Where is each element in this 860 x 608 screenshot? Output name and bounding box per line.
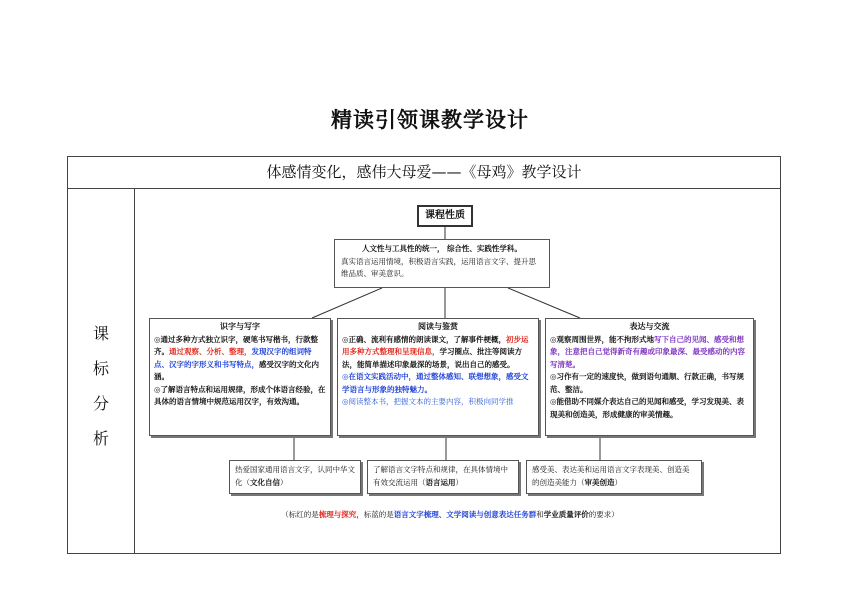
lesson-subtitle: 体感情变化，感伟大母爱——《母鸡》教学设计 bbox=[68, 157, 780, 189]
document-title: 精读引领课教学设计 bbox=[331, 108, 529, 132]
competency-aesthetic: 感受美、表达美和运用语言文字表现美、创造美的创造美能力（审美创造） bbox=[526, 460, 702, 494]
connector-left bbox=[312, 288, 382, 318]
label-char: 标 bbox=[92, 359, 109, 378]
highlight-blue: 发现汉字的组词特点、汉字的字形义和书写特点， bbox=[154, 347, 312, 369]
core-nature-desc: 真实语言运用情境，积极语言实践，运用语言文字、提升思维品质、审美意识。 bbox=[341, 256, 536, 278]
core-nature-box bbox=[334, 239, 550, 288]
highlight-purple: 写下自己的见闻、感受和想象，注意把自己觉得新奇有趣或印象最深、最受感动的内容写清楚。 bbox=[550, 334, 745, 369]
highlight-red: 初步运用多种方式整理和呈现信息， bbox=[342, 334, 529, 356]
branch-literacy: 识字与写字 ◎通过多种方式独立识字，硬笔书写楷书，行款整齐。通过观察、分析、整理，发现汉字的组词特点、汉字的字形义和书写特点，感受汉字的文化内涵。 ◎了解语言特点和运用规律，形成个体语言经验，在具体的语言情境中规范运用汉字，有效沟通。 bbox=[149, 318, 331, 436]
core-nature-b: 综合性、实践性学科。 bbox=[446, 244, 522, 253]
branch-expression: 表达与交流 ◎观察周围世界，能不拘形式地写下自己的见闻、感受和想象，注意把自己觉得新奇有趣或印象最深、最受感动的内容写清楚。 ◎习作有一定的速度快，做到语句通顺、行款正确，书写规范、整洁。 ◎能借助不同媒介表达自己的见闻和感受，学习发现美、表现美和创造美，形成健康的审美情趣。 bbox=[545, 318, 754, 436]
branch-title: 阅读与鉴赏 bbox=[418, 322, 458, 331]
branch-reading: 阅读与鉴赏 ◎正确、流利有感情的朗读课文，了解事件梗概，初步运用多种方式整理和呈现信息，学习圈点、批注等阅读方法，能简单描述印象最深的场景，说出自己的感受。 ◎在语文实践活动中，通过整体感知、联想想象，感受文学语言与形象的独特魅力。 ◎阅读整本书，把握文本的主要内容，积极向同学推 bbox=[337, 318, 539, 436]
label-char: 课 bbox=[92, 324, 109, 343]
connector-right bbox=[508, 288, 580, 318]
highlight-red: 通过观察、分析、整理， bbox=[169, 347, 252, 356]
branch-title: 识字与写字 bbox=[220, 322, 260, 331]
highlight-blue: ◎在语文实践活动中，通过整体感知、联想想象，感受文学语言与形象的独特魅力。 bbox=[342, 372, 529, 394]
label-char: 分 bbox=[92, 394, 109, 413]
competency-culture: 热爱国家通用语言文字，认同中华文化（文化自信） bbox=[229, 460, 361, 494]
core-nature-a: 人文性与工具性的统一， bbox=[362, 244, 445, 253]
legend-note: （标红的是梳理与探究，标蓝的是语言文字梳理、文学阅读与创意表达任务群和学业质量评价的要求） bbox=[281, 510, 619, 519]
label-char: 析 bbox=[92, 429, 109, 448]
branch-title: 表达与交流 bbox=[629, 322, 670, 331]
course-nature-box: 课程性质 bbox=[417, 205, 473, 227]
competency-language: 了解语言文字特点和规律，在具体情境中有效交流运用（语言运用） bbox=[367, 460, 519, 494]
